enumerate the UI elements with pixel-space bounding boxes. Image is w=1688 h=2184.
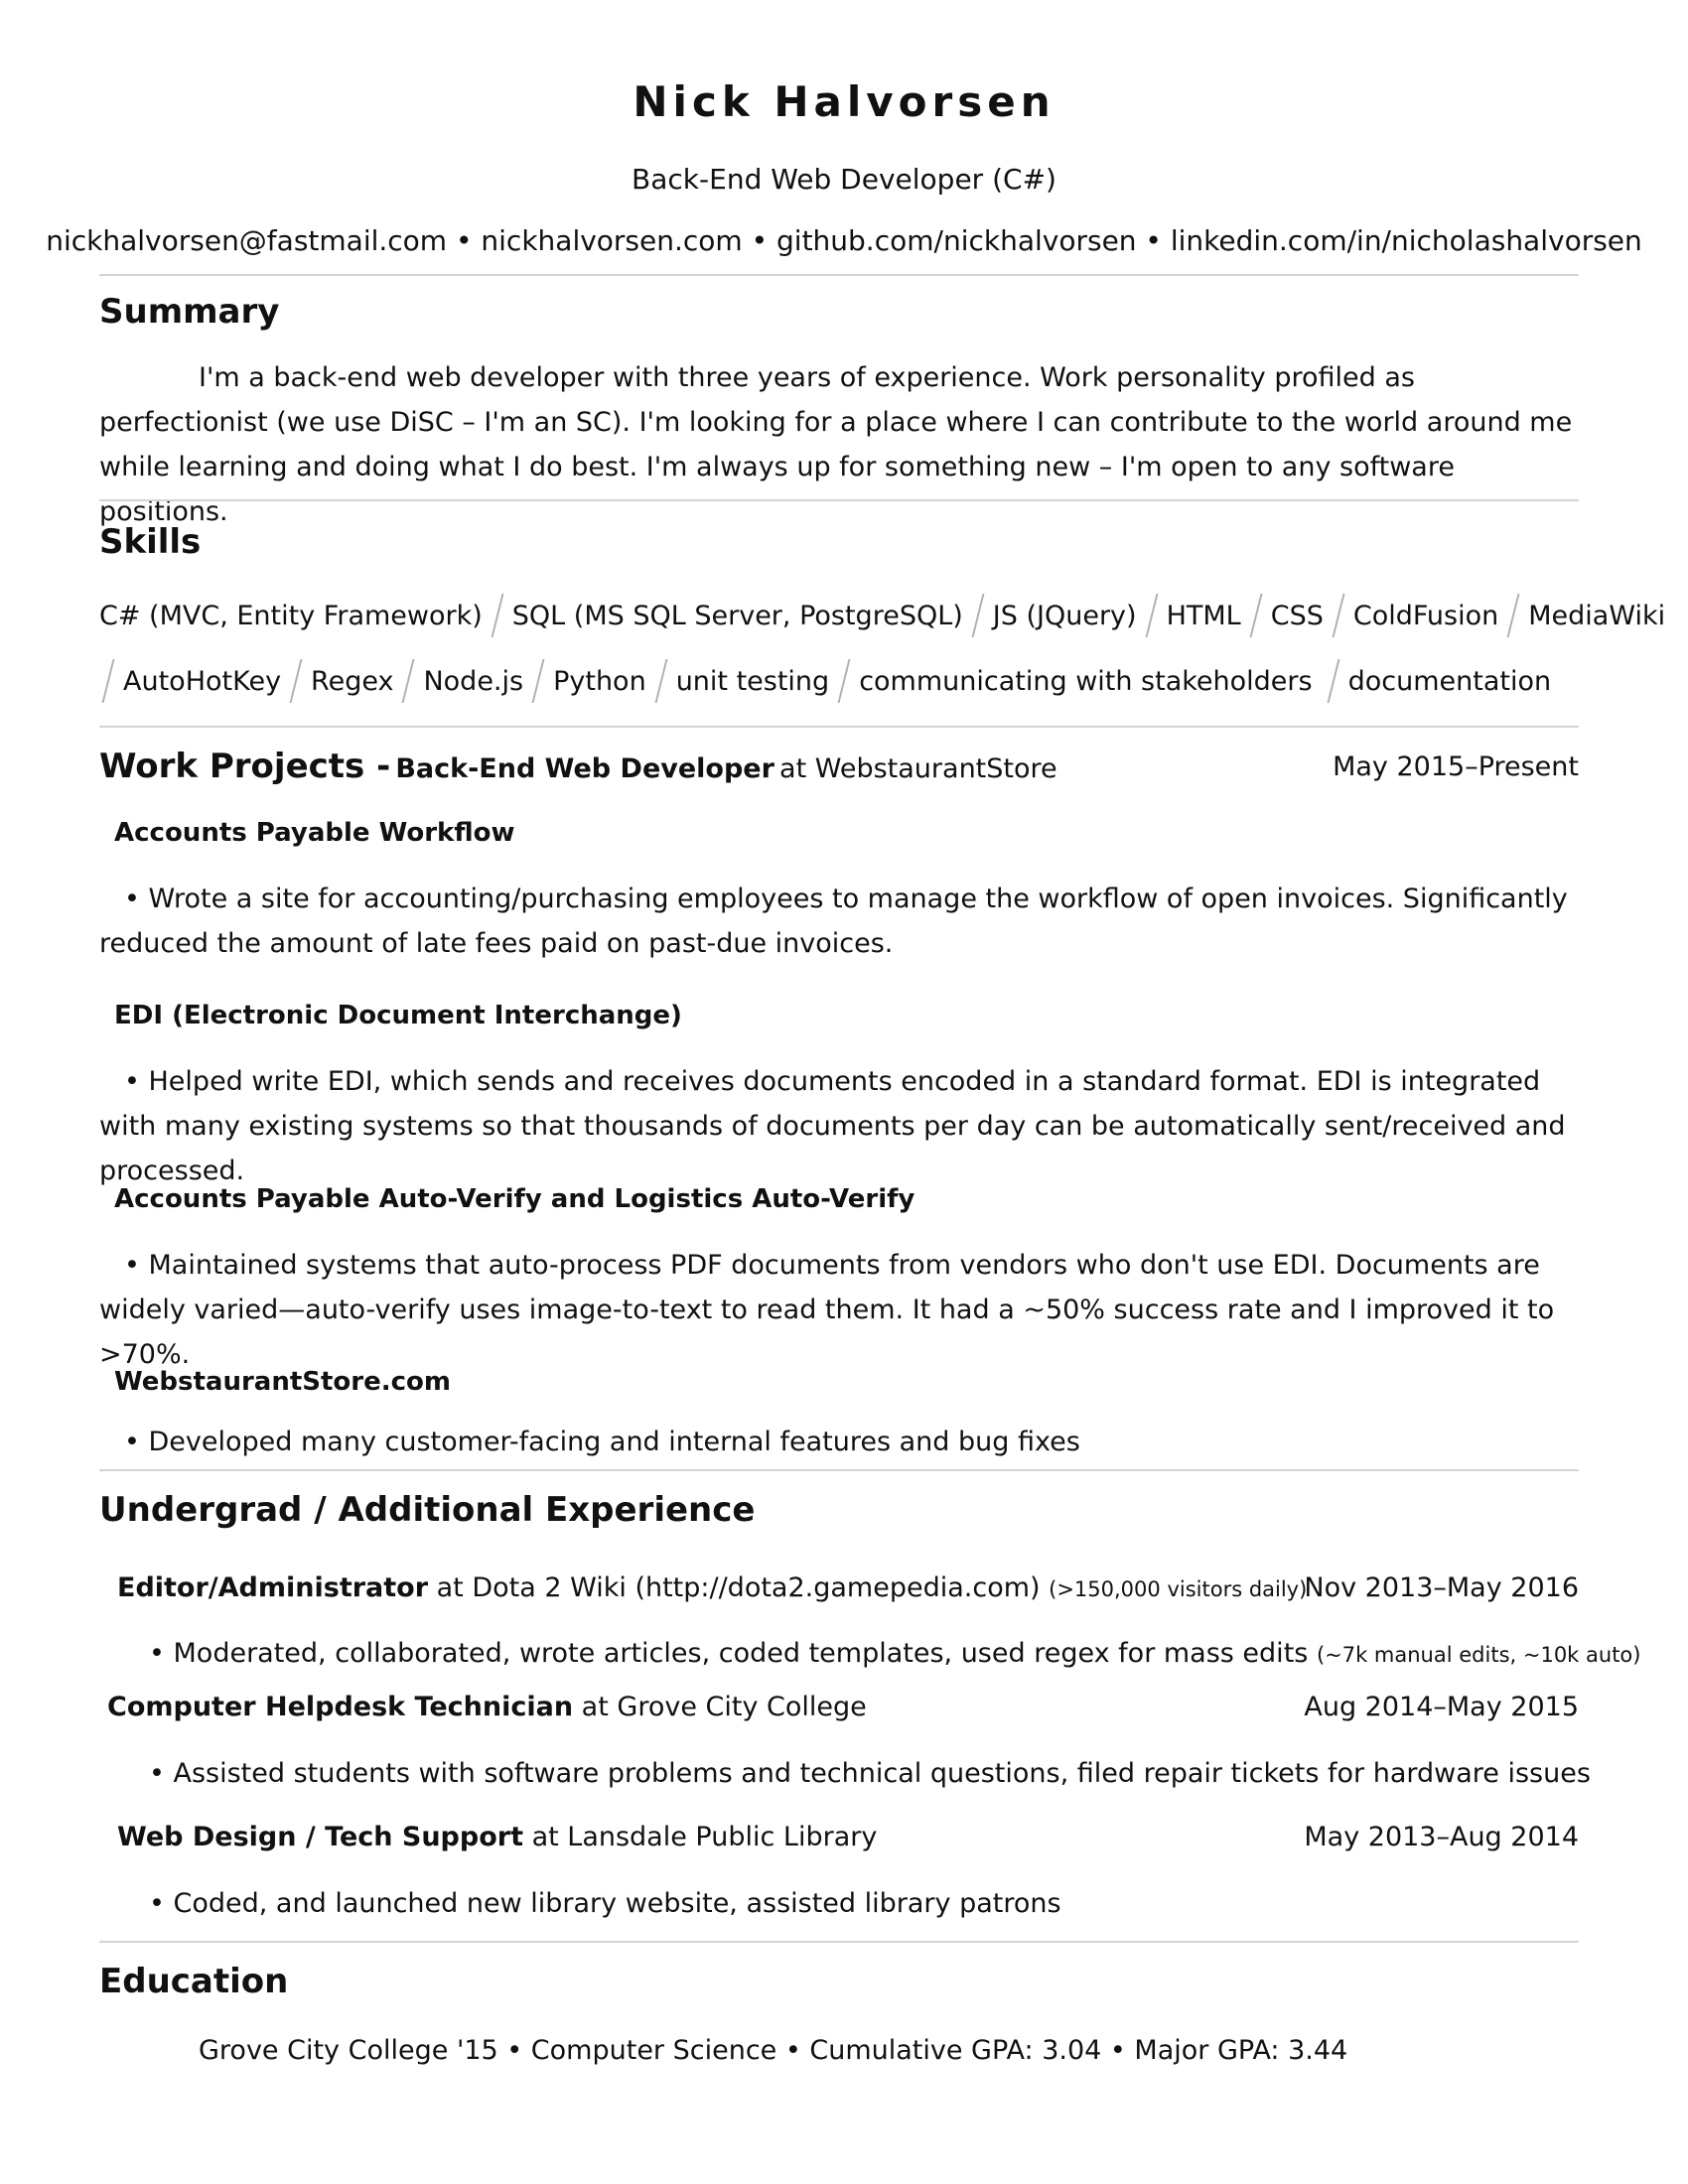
project-bullet: • Helped write EDI, which sends and receives documents encoded in a standard format. EDI is integrated with many existing systems so that thousands of documents per day can be automatically sent/received and processed. xyxy=(99,1066,1566,1186)
job-date: May 2013–Aug 2014 xyxy=(1304,1822,1579,1852)
job-line xyxy=(107,1692,867,1722)
skill-separator xyxy=(102,659,115,703)
resume-subtitle: Back-End Web Developer (C#) xyxy=(632,163,1056,196)
work-section-title: Work Projects - xyxy=(99,747,391,786)
divider xyxy=(99,1469,1579,1471)
skills-row-1 xyxy=(99,594,1665,637)
skill-item: MediaWiki xyxy=(1528,600,1666,631)
work-heading xyxy=(99,747,1057,786)
project-bullet: • Developed many customer-facing and internal features and bug fixes xyxy=(124,1427,1080,1457)
job-bullet: • Coded, and launched new library website, assisted library patrons xyxy=(149,1888,1061,1919)
job-bullet: • Assisted students with software problems and technical questions, filed repair tickets for hardware issues xyxy=(149,1758,1591,1789)
project-title: Accounts Payable Workflow xyxy=(114,818,515,848)
divider xyxy=(99,1941,1579,1943)
skill-separator xyxy=(838,659,851,703)
skill-item: CSS xyxy=(1270,600,1324,631)
skill-item: Python xyxy=(553,665,646,697)
summary-text: I'm a back-end web developer with three years of experience. Work personality profiled as perfectionist (we use DiSC – I'm an SC). I'm looking for a place where I can contribute to the world around me while learning and doing what I do best. I'm always up for something new – I'm open to any software positions. xyxy=(99,362,1573,527)
job-bullet xyxy=(149,1638,1640,1669)
resume-name: Nick Halvorsen xyxy=(633,77,1055,126)
work-date: May 2015–Present xyxy=(1333,751,1579,782)
skill-separator xyxy=(532,659,545,703)
skills-heading: Skills xyxy=(99,522,202,562)
skills-row-2 xyxy=(97,659,1551,703)
skill-item: JS (JQuery) xyxy=(992,600,1137,631)
project-bullet: • Wrote a site for accounting/purchasing employees to manage the workflow of open invoices. Significantly reduced the amount of late fees paid on past-due invoices. xyxy=(99,884,1568,959)
skill-separator xyxy=(1507,594,1520,637)
project-title: Accounts Payable Auto-Verify and Logistics Auto-Verify xyxy=(114,1184,915,1214)
skill-separator xyxy=(402,659,415,703)
skill-item: Node.js xyxy=(423,665,524,697)
job-employer: at Dota 2 Wiki (http://dota2.gamepedia.com) xyxy=(428,1572,1050,1603)
project-title: WebstaurantStore.com xyxy=(114,1367,451,1397)
divider xyxy=(99,726,1579,728)
skill-item: AutoHotKey xyxy=(123,665,282,697)
job-employer: at Grove City College xyxy=(573,1692,867,1722)
job-date: Aug 2014–May 2015 xyxy=(1304,1692,1579,1722)
job-title: Web Design / Tech Support xyxy=(117,1822,523,1852)
skill-item: SQL (MS SQL Server, PostgreSQL) xyxy=(511,600,963,631)
divider xyxy=(99,499,1579,501)
skill-separator xyxy=(654,659,667,703)
skill-item: communicating with stakeholders xyxy=(859,665,1313,697)
job-title: Editor/Administrator xyxy=(117,1572,429,1603)
job-bullet-text: • Moderated, collaborated, wrote articles, coded templates, used regex for mass edits xyxy=(149,1638,1317,1669)
job-date: Nov 2013–May 2016 xyxy=(1304,1572,1579,1603)
job-note: (>150,000 visitors daily) xyxy=(1049,1577,1308,1601)
skill-item: documentation xyxy=(1347,665,1552,697)
skill-separator xyxy=(290,659,303,703)
job-employer: at Lansdale Public Library xyxy=(522,1822,878,1852)
contact-line: nickhalvorsen@fastmail.com • nickhalvorsen.com • github.com/nickhalvorsen • linkedin.com/in/nicholashalvorsen xyxy=(46,224,1642,257)
skill-separator xyxy=(1249,594,1262,637)
job-line xyxy=(117,1822,877,1852)
skill-item: C# (MVC, Entity Framework) xyxy=(99,600,483,631)
divider xyxy=(99,274,1579,276)
job-title: Computer Helpdesk Technician xyxy=(107,1692,574,1722)
undergrad-heading: Undergrad / Additional Experience xyxy=(99,1490,756,1530)
skill-item: Regex xyxy=(311,665,394,697)
skill-separator xyxy=(1327,659,1339,703)
skill-item: unit testing xyxy=(675,665,830,697)
project-title: EDI (Electronic Document Interchange) xyxy=(114,1001,682,1030)
skill-item: ColdFusion xyxy=(1352,600,1499,631)
skill-item: HTML xyxy=(1166,600,1241,631)
skill-separator xyxy=(1332,594,1344,637)
education-heading: Education xyxy=(99,1962,289,2001)
skill-separator xyxy=(971,594,984,637)
skill-separator xyxy=(491,594,503,637)
summary-heading: Summary xyxy=(99,292,280,332)
work-employer: at WebstaurantStore xyxy=(779,753,1057,784)
work-role: Back-End Web Developer xyxy=(395,753,774,784)
job-bullet-note: (~7k manual edits, ~10k auto) xyxy=(1316,1643,1641,1667)
education-text: Grove City College '15 • Computer Science • Cumulative GPA: 3.04 • Major GPA: 3.44 xyxy=(199,2035,1348,2066)
skill-separator xyxy=(1145,594,1158,637)
job-line xyxy=(117,1572,1307,1603)
project-bullet: • Maintained systems that auto-process PDF documents from vendors who don't use EDI. Documents are widely varied—auto-verify uses image-to-text to read them. It had a ~50% success rate and I improved it to >70%. xyxy=(99,1250,1555,1370)
